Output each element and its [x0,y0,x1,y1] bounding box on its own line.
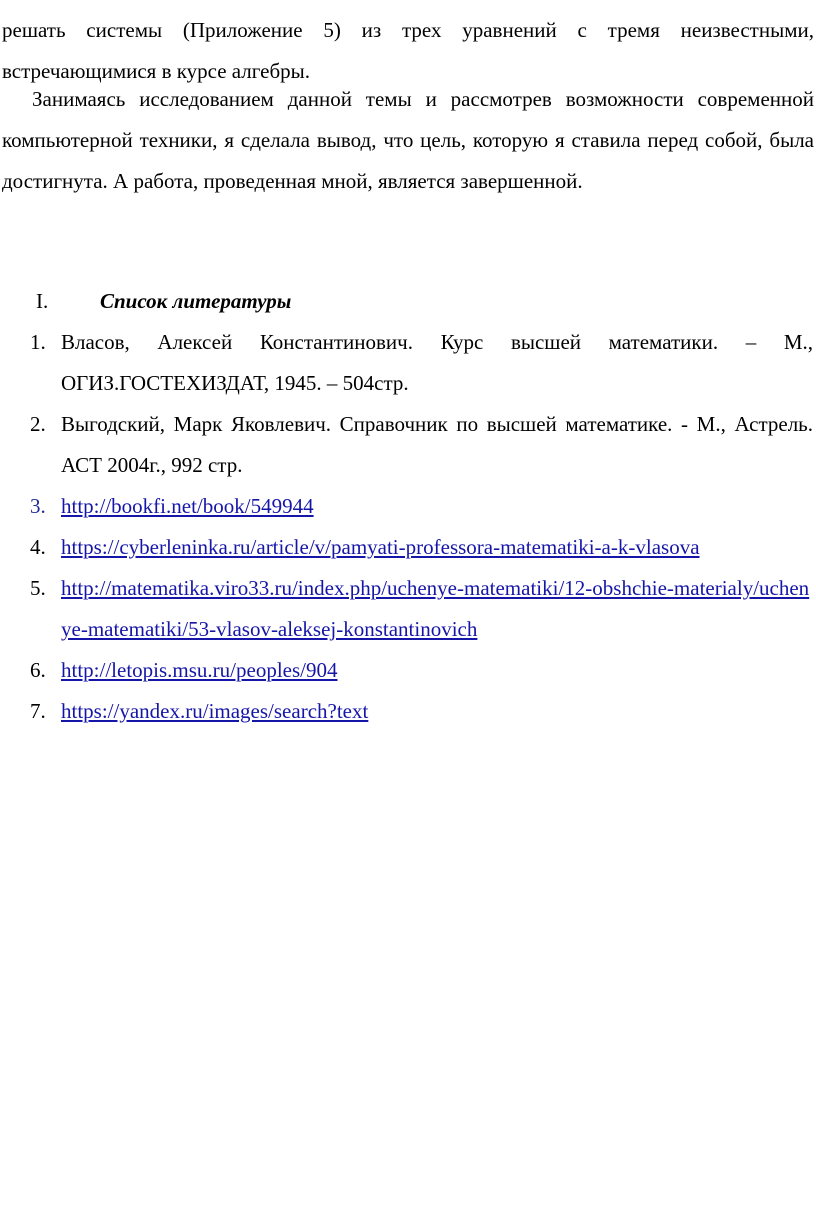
bibliography-item [0,322,816,404]
bibliography-item [0,486,816,527]
bibliography-item-text: Выгодский, Марк Яковлевич. Справочник по высшей математике. - М., Астрель. АСТ 2004г., 992 стр. [61,412,813,477]
bibliography-item [0,650,816,691]
bibliography-link[interactable]: http://bookfi.net/book/549944 [61,494,314,518]
paragraph-conclusion: Занимаясь исследованием данной темы и рассмотрев возможности современной компьютерной техники, я сделала вывод, что цель, которую я ставила перед собой, была достигнута. А работа, проведенная мной, является завершенной. [2,87,814,193]
bibliography-list [0,322,816,732]
bibliography-heading [36,283,291,319]
bibliography-link[interactable]: https://cyberleninka.ru/article/v/pamyati-professora-matematiki-a-k-vlasova [61,535,700,559]
bibliography-item-number: 5. [30,576,46,600]
bibliography-heading-number: I. [36,289,49,313]
bibliography-item [0,691,816,732]
bibliography-link[interactable]: https://yandex.ru/images/search?text [61,699,369,723]
bibliography-item-number: 4. [30,535,46,559]
bibliography-item [0,404,816,486]
bibliography-item-number: 1. [30,330,46,354]
bibliography-item-number: 2. [30,412,46,436]
bibliography-heading-title: Список литературы [100,289,292,313]
paragraph-systems: решать системы (Приложение 5) из трех уравнений с тремя неизвестными, встречающимися в курсе алгебры. [2,18,814,83]
bibliography-item-text: Власов, Алексей Константинович. Курс высшей математики. – М., ОГИЗ.ГОСТЕХИЗДАТ, 1945. – 504стр. [61,330,813,395]
bibliography-link[interactable]: http://letopis.msu.ru/peoples/904 [61,658,338,682]
bibliography-item [0,527,816,568]
bibliography-item-number: 7. [30,699,46,723]
bibliography-item-number: 3. [30,494,46,518]
bibliography-item [0,568,816,650]
bibliography-link[interactable]: http://matematika.viro33.ru/index.php/uchenye-matematiki/12-obshchie-materialy/uchenye-matematiki/53-vlasov-aleksej-konstantinovich [61,576,810,641]
bibliography-item-number: 6. [30,658,46,682]
